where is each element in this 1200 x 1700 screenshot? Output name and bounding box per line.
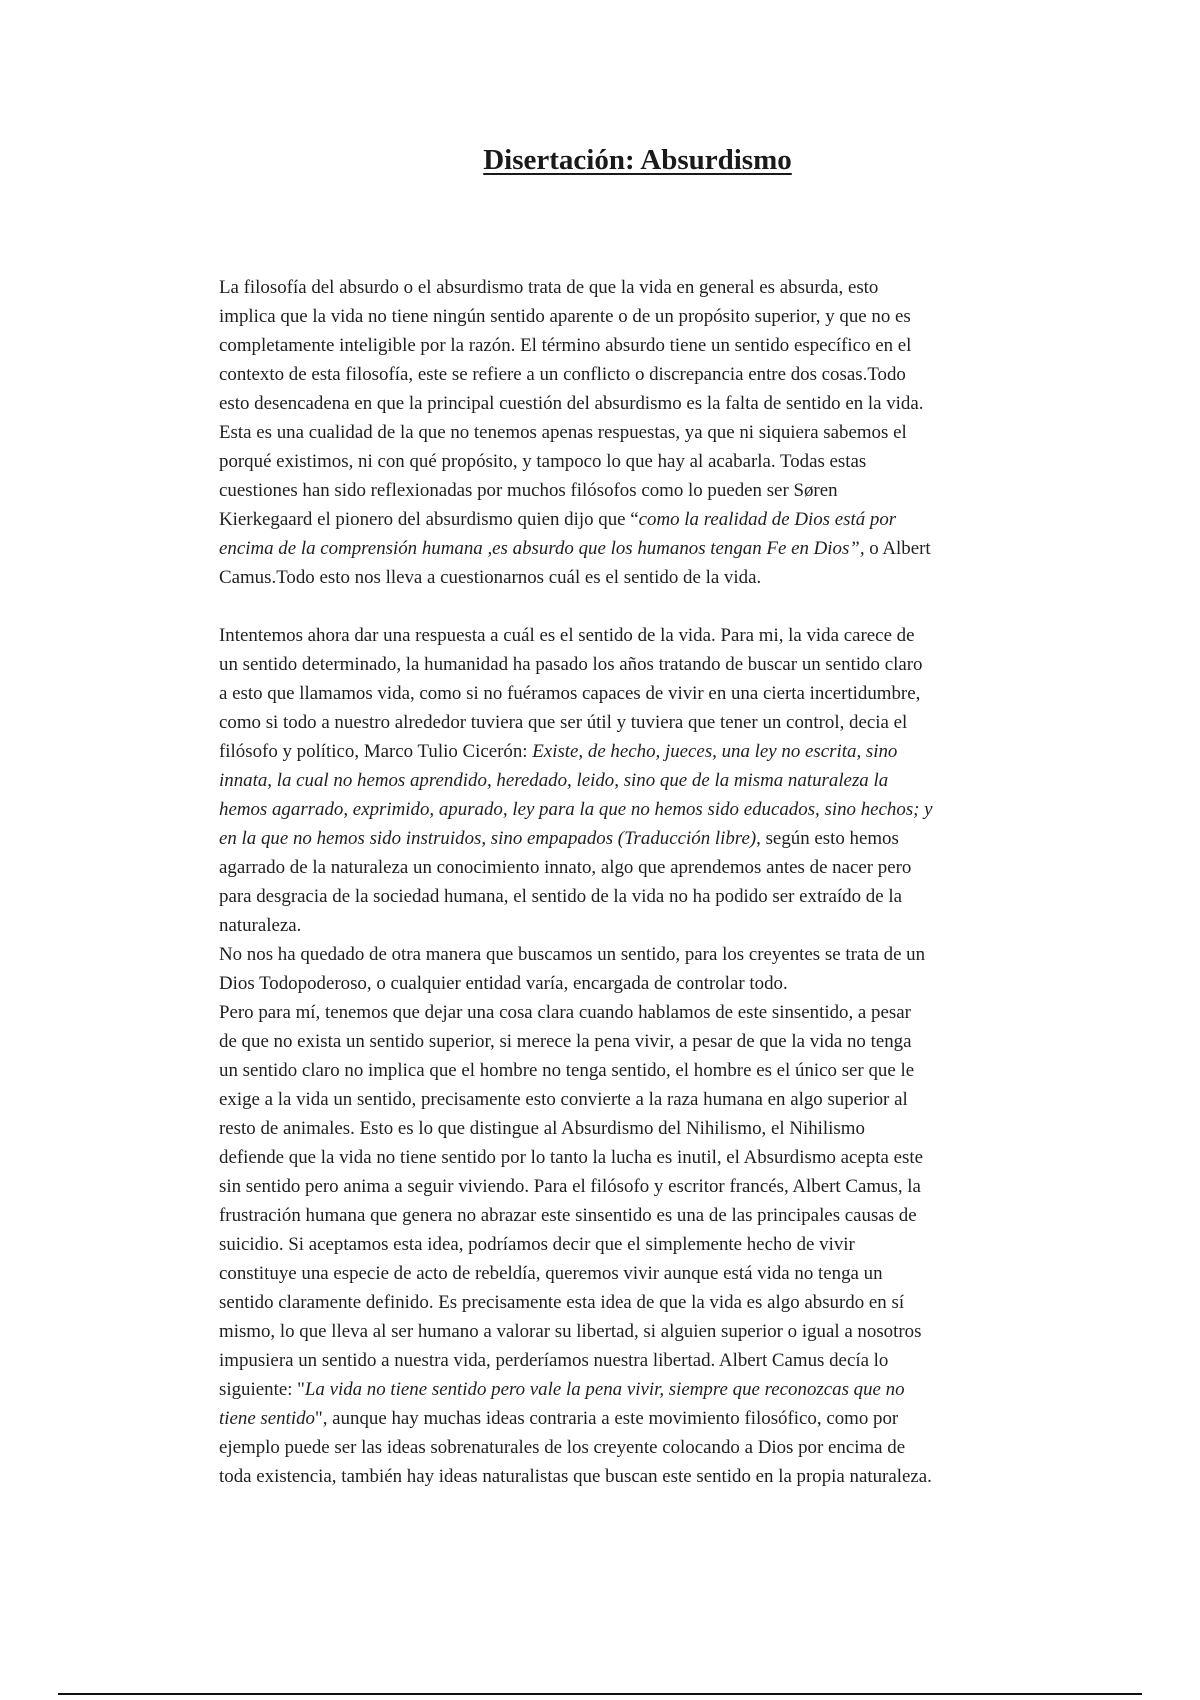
text-segment: implica que la vida no tiene ningún sentido aparente o de un propósito superior, y que no es (219, 306, 911, 327)
text-segment: ejemplo puede ser las ideas sobrenaturales de los creyente colocando a Dios por encima de (219, 1437, 906, 1458)
text-segment: ", aunque hay muchas ideas contraria a este movimiento filosófico, como por (315, 1408, 899, 1429)
text-line (219, 1404, 1099, 1433)
italic-quote-segment: innata, la cual no hemos aprendido, heredado, leido, sino que de la misma naturaleza la (219, 770, 889, 791)
paragraph (219, 621, 1099, 1491)
text-segment: defiende que la vida no tiene sentido por lo tanto la lucha es inutil, el Absurdismo acepta este (219, 1147, 923, 1168)
text-segment: de que no exista un sentido superior, si merece la pena vivir, a pesar de que la vida no tenga (219, 1031, 912, 1052)
text-segment: agarrado de la naturaleza un conocimiento innato, algo que aprendemos antes de nacer pero (219, 857, 912, 878)
text-segment: suicidio. Si aceptamos esta idea, podríamos decir que el simplemente hecho de vivir (219, 1234, 855, 1255)
text-line (219, 505, 1099, 534)
text-segment: a esto que llamamos vida, como si no fuéramos capaces de vivir en una cierta incertidumbre, (219, 683, 921, 704)
text-line (219, 998, 1099, 1027)
text-segment: Esta es una cualidad de la que no tenemos apenas respuestas, ya que ni siquiera sabemos el (219, 422, 907, 443)
text-segment: resto de animales. Esto es lo que distingue al Absurdismo del Nihilismo, el Nihilismo (219, 1118, 865, 1139)
text-line (219, 1230, 1099, 1259)
text-segment: mismo, lo que lleva al ser humano a valorar su libertad, si alguien superior o igual a nosotros (219, 1321, 922, 1342)
text-segment: como si todo a nuestro alrededor tuviera que ser útil y tuviera que tener un control, decia el (219, 712, 908, 733)
text-segment: , según esto hemos (756, 828, 899, 849)
text-line (219, 1056, 1099, 1085)
text-segment: completamente inteligible por la razón. El término absurdo tiene un sentido específico en el (219, 335, 912, 356)
text-segment: siguiente: " (219, 1379, 305, 1400)
text-segment: naturaleza. (219, 915, 302, 936)
text-line (219, 766, 1099, 795)
text-line (219, 911, 1099, 940)
italic-quote-segment: tiene sentido (219, 1408, 316, 1429)
text-line (219, 940, 1099, 969)
text-segment: cuestiones han sido reflexionadas por muchos filósofos como lo pueden ser Søren (219, 480, 838, 501)
text-line (219, 302, 1099, 331)
text-segment: exige a la vida un sentido, precisamente esto convierte a la raza humana en algo superior al (219, 1089, 908, 1110)
text-segment: frustración humana que genera no abrazar este sinsentido es una de las principales causas de (219, 1205, 917, 1226)
text-segment: o Albert (864, 538, 931, 559)
text-line (219, 1288, 1099, 1317)
text-line (219, 273, 1099, 302)
text-line (219, 476, 1099, 505)
text-line (219, 1433, 1099, 1462)
text-line (219, 969, 1099, 998)
italic-quote-segment: hemos agarrado, exprimido, apurado, ley para la que no hemos sido educados, sino hechos; y (219, 799, 933, 820)
text-line (219, 447, 1099, 476)
text-segment: Kierkegaard el pionero del absurdismo quien dijo que “ (219, 509, 639, 530)
text-line (219, 795, 1099, 824)
text-segment: La filosofía del absurdo o el absurdismo trata de que la vida en general es absurda, esto (219, 277, 879, 298)
italic-quote-segment: La vida no tiene sentido pero vale la pena vivir, siempre que reconozcas que no (304, 1379, 905, 1400)
text-line (219, 1375, 1099, 1404)
text-line (219, 1027, 1099, 1056)
text-line (219, 853, 1099, 882)
text-line (219, 1143, 1099, 1172)
footer-rule (58, 1693, 1142, 1695)
document-title: Disertación: Absurdismo (483, 144, 792, 176)
text-line (219, 563, 1099, 592)
text-line (219, 1085, 1099, 1114)
text-line (219, 679, 1099, 708)
text-line (219, 1346, 1099, 1375)
text-line (219, 621, 1099, 650)
text-segment: filósofo y político, Marco Tulio Cicerón: (219, 741, 533, 762)
italic-quote-segment: en la que no hemos sido instruidos, sino empapados (Traducción libre) (219, 828, 757, 849)
text-segment: para desgracia de la sociedad humana, el sentido de la vida no ha podido ser extraído de la (219, 886, 902, 907)
text-line (219, 418, 1099, 447)
text-segment: Dios Todopoderoso, o cualquier entidad varía, encargada de controlar todo. (219, 973, 788, 994)
text-segment: esto desencadena en que la principal cuestión del absurdismo es la falta de sentido en la vida. (219, 393, 924, 414)
text-line (219, 1201, 1099, 1230)
text-line (219, 331, 1099, 360)
text-segment: un sentido claro no implica que el hombre no tenga sentido, el hombre es el único ser que le (219, 1060, 915, 1081)
text-line (219, 650, 1099, 679)
italic-quote-segment: encima de la comprensión humana ,es absurdo que los humanos tengan Fe en Dios”, (219, 538, 865, 559)
text-segment: No nos ha quedado de otra manera que buscamos un sentido, para los creyentes se trata de un (219, 944, 926, 965)
text-segment: Intentemos ahora dar una respuesta a cuál es el sentido de la vida. Para mi, la vida carece de (219, 625, 915, 646)
text-segment: contexto de esta filosofía, este se refiere a un conflicto o discrepancia entre dos cosas.Todo (219, 364, 906, 385)
text-line (219, 824, 1099, 853)
paragraph (219, 273, 1099, 592)
paragraph-gap (219, 592, 1099, 621)
document-body (219, 273, 1099, 1491)
italic-quote-segment: Existe, de hecho, jueces, una ley no escrita, sino (532, 741, 898, 762)
text-line (219, 1172, 1099, 1201)
text-segment: toda existencia, también hay ideas naturalistas que buscan este sentido en la propia naturaleza. (219, 1466, 932, 1487)
text-line (219, 1462, 1099, 1491)
text-line (219, 360, 1099, 389)
text-line (219, 708, 1099, 737)
text-line (219, 737, 1099, 766)
text-line (219, 882, 1099, 911)
text-segment: sentido claramente definido. Es precisamente esta idea de que la vida es algo absurdo en sí (219, 1292, 905, 1313)
text-segment: porqué existimos, ni con qué propósito, y tampoco lo que hay al acabarla. Todas estas (219, 451, 867, 472)
text-segment: impusiera un sentido a nuestra vida, perderíamos nuestra libertad. Albert Camus decía lo (219, 1350, 889, 1371)
text-segment: un sentido determinado, la humanidad ha pasado los años tratando de buscar un sentido claro (219, 654, 923, 675)
text-line (219, 1317, 1099, 1346)
text-segment: Camus.Todo esto nos lleva a cuestionarnos cuál es el sentido de la vida. (219, 567, 762, 588)
text-segment: sin sentido pero anima a seguir viviendo. Para el filósofo y escritor francés, Albert Camus, la (219, 1176, 921, 1197)
text-line (219, 1114, 1099, 1143)
text-line (219, 389, 1099, 418)
text-line (219, 534, 1099, 563)
text-line (219, 1259, 1099, 1288)
text-segment: constituye una especie de acto de rebeldía, queremos vivir aunque está vida no tenga un (219, 1263, 883, 1284)
text-segment: Pero para mí, tenemos que dejar una cosa clara cuando hablamos de este sinsentido, a pesar (219, 1002, 911, 1023)
italic-quote-segment: como la realidad de Dios está por (638, 509, 897, 530)
